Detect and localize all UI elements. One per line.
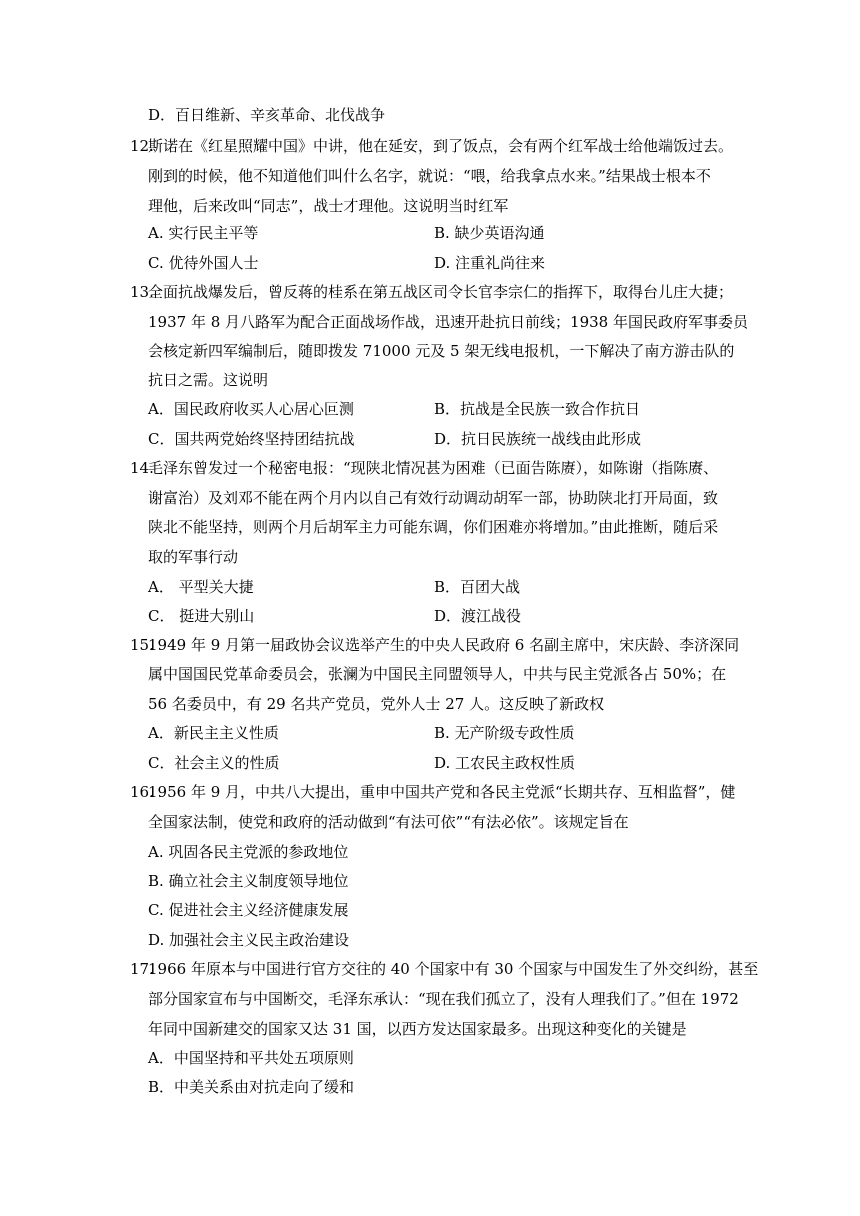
q11-option-d: D．百日维新、辛亥革命、北伐战争 bbox=[148, 106, 386, 124]
q13-option-d: D．抗日民族统一战线由此形成 bbox=[434, 430, 642, 448]
q16-number: 16. bbox=[130, 783, 154, 801]
q15-stem-line-1: 1949 年 9 月第一届政协会议选举产生的中央人民政府 6 名副主席中，宋庆龄、李济深同 bbox=[148, 636, 740, 654]
q14-option-a: A． 平型关大捷 bbox=[148, 578, 254, 596]
q16-option-c: C. 促进社会主义经济健康发展 bbox=[148, 901, 349, 919]
q15-option-a: A．新民主主义性质 bbox=[148, 724, 279, 742]
q12-option-b: B. 缺少英语沟通 bbox=[434, 224, 545, 242]
q16-option-d: D. 加强社会主义民主政治建设 bbox=[148, 931, 350, 949]
q15-number: 15. bbox=[130, 636, 154, 654]
q15-option-b: B. 无产阶级专政性质 bbox=[434, 724, 575, 742]
q15-option-d: D. 工农民主政权性质 bbox=[434, 754, 576, 772]
q17-stem-line-2: 部分国家宣布与中国断交，毛泽东承认：“现在我们孤立了，没有人理我们了。”但在 1972 bbox=[148, 990, 739, 1008]
q14-stem-line-4: 取的军事行动 bbox=[148, 548, 239, 566]
q13-stem-line-1: 全面抗战爆发后，曾反蒋的桂系在第五战区司令长官李宗仁的指挥下，取得台儿庄大捷； bbox=[148, 283, 734, 301]
q12-option-a: A. 实行民主平等 bbox=[148, 224, 259, 242]
q12-number: 12. bbox=[130, 137, 154, 155]
q17-option-b: B．中美关系由对抗走向了缓和 bbox=[148, 1078, 355, 1096]
q13-stem-line-2: 1937 年 8 月八路军为配合正面战场作战，迅速开赴抗日前线；1938 年国民政府军事委员 bbox=[148, 313, 748, 331]
q16-option-b: B. 确立社会主义制度领导地位 bbox=[148, 872, 349, 890]
q13-number: 13. bbox=[130, 283, 154, 301]
q13-option-b: B．抗战是全民族一致合作抗日 bbox=[434, 400, 641, 418]
q13-stem-line-4: 抗日之需。这说明 bbox=[148, 371, 269, 389]
q15-stem-line-2: 属中国国民党革命委员会，张澜为中国民主同盟领导人，中共与民主党派各占 50%；在 bbox=[148, 665, 727, 683]
q16-stem-line-2: 全国家法制，使党和政府的活动做到“有法可依”“有法必依”。该规定旨在 bbox=[148, 813, 629, 831]
q15-option-c: C．社会主义的性质 bbox=[148, 754, 280, 772]
q16-stem-line-1: 1956 年 9 月，中共八大提出，重申中国共产党和各民主党派“长期共存、互相监督”，健 bbox=[148, 783, 736, 801]
q14-stem-line-1: 毛泽东曾发过一个秘密电报：“现陕北情况甚为困难（已面告陈赓），如陈谢（指陈赓、 bbox=[148, 459, 719, 477]
q12-option-d: D. 注重礼尚往来 bbox=[434, 254, 546, 272]
q17-stem-line-1: 1966 年原本与中国进行官方交往的 40 个国家中有 30 个国家与中国发生了外交纠纷，甚至 bbox=[148, 960, 759, 978]
q12-stem-line-2: 刚到的时候，他不知道他们叫什么名字，就说：“喂，给我拿点水来。”结果战士根本不 bbox=[148, 167, 711, 185]
q12-stem-line-3: 理他，后来改叫“同志”，战士才理他。这说明当时红军 bbox=[148, 197, 509, 215]
q14-option-d: D．渡江战役 bbox=[434, 607, 522, 625]
q16-option-a: A. 巩固各民主党派的参政地位 bbox=[148, 843, 349, 861]
q13-option-c: C．国共两党始终坚持团结抗战 bbox=[148, 430, 355, 448]
q13-stem-line-3: 会核定新四军编制后，随即拨发 71000 元及 5 架无线电报机，一下解决了南方游击队的 bbox=[148, 342, 735, 360]
q12-option-c: C. 优待外国人士 bbox=[148, 254, 259, 272]
q14-option-b: B．百团大战 bbox=[434, 578, 521, 596]
q14-number: 14. bbox=[130, 459, 154, 477]
q13-option-a: A．国民政府收买人心居心叵测 bbox=[148, 400, 354, 418]
q15-stem-line-3: 56 名委员中，有 29 名共产党员，党外人士 27 人。这反映了新政权 bbox=[148, 695, 605, 713]
q12-stem-line-1: 斯诺在《红星照耀中国》中讲，他在延安，到了饭点，会有两个红军战士给他端饭过去。 bbox=[148, 137, 734, 155]
q14-stem-line-2: 谢富治）及刘邓不能在两个月内以自己有效行动调动胡军一部，协助陕北打开局面，致 bbox=[148, 489, 719, 507]
q14-option-c: C． 挺进大别山 bbox=[148, 607, 255, 625]
q17-number: 17. bbox=[130, 960, 154, 978]
q17-stem-line-3: 年同中国新建交的国家又达 31 国，以西方发达国家最多。出现这种变化的关键是 bbox=[148, 1020, 687, 1038]
q14-stem-line-3: 陕北不能坚持，则两个月后胡军主力可能东调，你们困难亦将增加。”由此推断，随后采 bbox=[148, 518, 719, 536]
q17-option-a: A．中国坚持和平共处五项原则 bbox=[148, 1049, 354, 1067]
